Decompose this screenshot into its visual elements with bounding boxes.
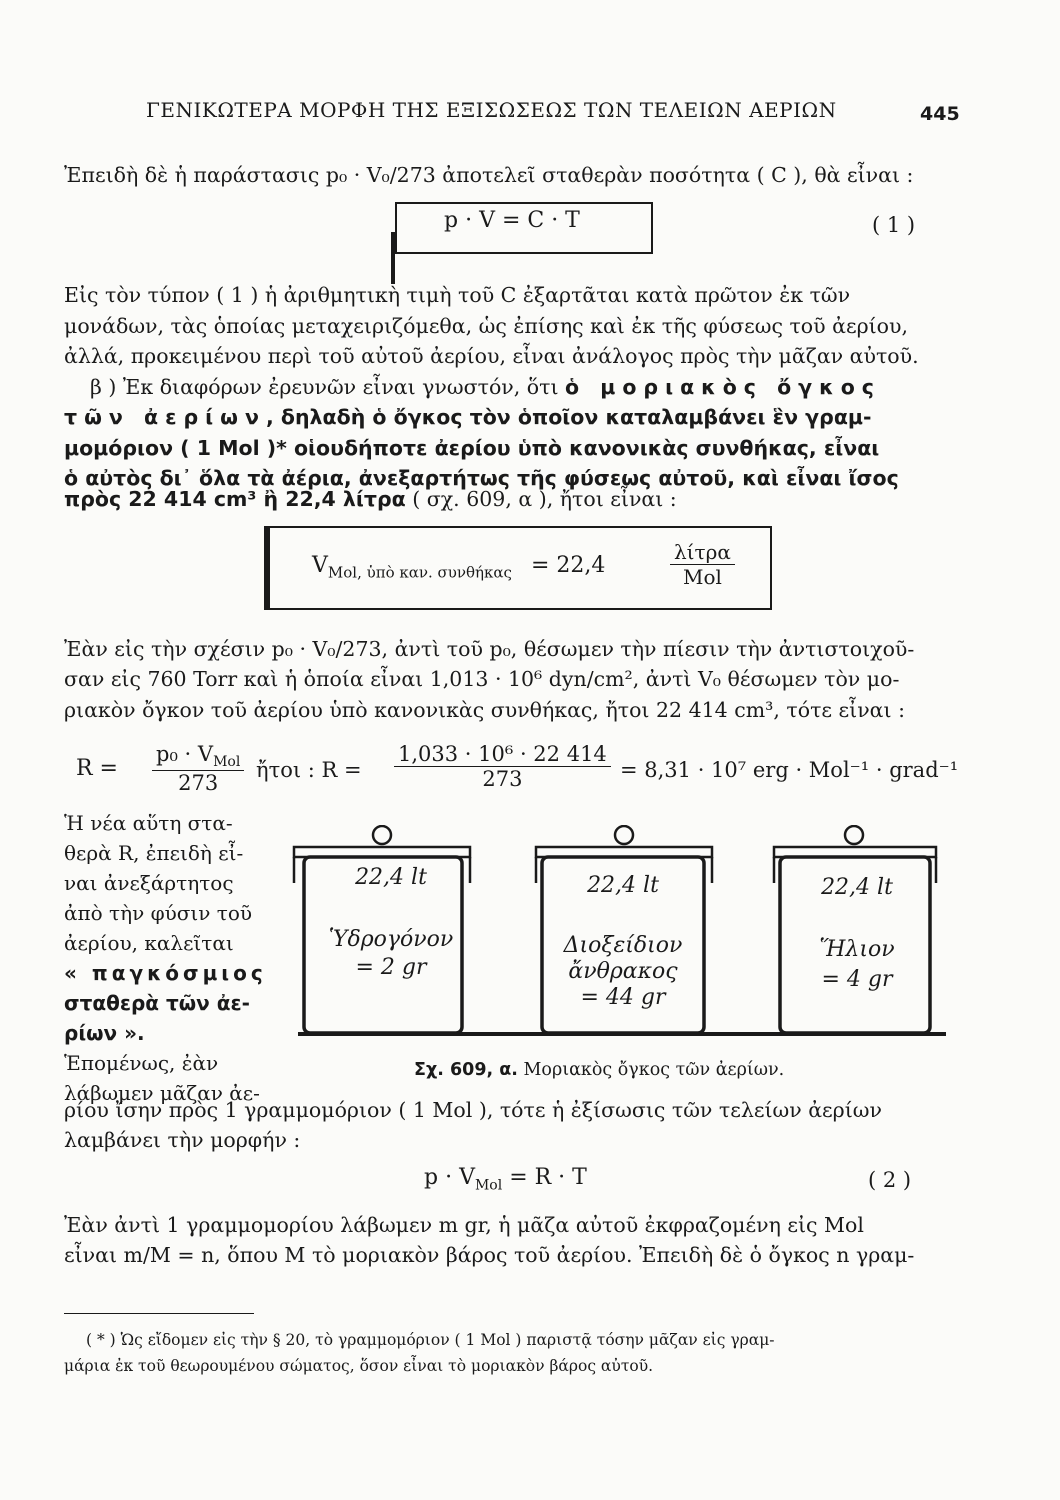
side-column [64,808,274,1108]
jar-volume: 22,4 lt [355,865,427,890]
equation-1-formula: p · V = C · T [444,208,580,233]
para2-line-3: μομόριον ( 1 Mol )* οἱουδήποτε ἀερίου ὑπὸ κανονικὰς συνθήκας, εἶναι [64,436,880,460]
eq-lhs: R = [76,756,118,781]
subscript: Mol [474,1177,503,1194]
fraction-denominator: 273 [152,770,244,795]
para1-line: ἀλλά, προκειμένου περὶ τοῦ αὐτοῦ ἀερίου, εἶναι ἀνάλογος πρὸς τὴν μᾶζαν αὐτοῦ. [64,344,919,368]
para2-line-1 [90,372,952,402]
jar-outline-icon [770,825,945,1040]
side-line: ἀπὸ τὴν φύσιν τοῦ [64,901,253,925]
litre-per-mol-fraction [670,540,735,589]
caption-text: Μοριακὸς ὄγκος τῶν ἀερίων. [517,1060,785,1080]
jar-volume: 22,4 lt [821,875,893,900]
para5-line: εἶναι m/M = n, ὅπου M τὸ μοριακὸν βάρος τοῦ ἀερίου. Ἐπειδὴ δὲ ὁ ὄγκος n γραμ- [64,1243,915,1267]
emphasis-text: τῶν ἀερίων [64,405,266,429]
fraction-denominator: Mol [670,564,735,589]
caption-label: Σχ. 609, α. [414,1060,518,1080]
fraction-denominator: 273 [394,766,611,791]
side-line: θερὰ R, ἐπειδὴ εἶ- [64,841,244,865]
running-title: ΓΕΝΙΚΩΤΕΡΑ ΜΟΡΦΗ ΤΗΣ ΕΞΙΣΩΣΕΩΣ ΤΩΝ ΤΕΛΕΙΩΝ ΑΕΡΙΩΝ [146,98,837,122]
intro-line: Ἐπειδὴ δὲ ἡ παράστασις p₀ · V₀/273 ἀποτελεῖ σταθερὰν ποσότητα ( C ), θὰ εἶναι : [64,163,914,187]
subscript: Mol, ὑπὸ καν. συνθήκας [327,563,512,582]
equation-2-number: ( 2 ) [868,1168,912,1192]
side-line: Ἑπομένως, ἐὰν [64,1051,219,1075]
jar-gas-name: Διοξείδιον [563,933,683,958]
fraction-numerator: 1,033 · 10⁶ · 22 414 [398,742,607,766]
eq-middle: ἤτοι : R = [256,758,362,782]
fraction-numerator: λίτρα [674,540,731,564]
para2-line-4: ὁ αὐτὸς δι᾽ ὅλα τὰ ἀέρια, ἀνεξαρτήτως τῆς φύσεως αὐτοῦ, καὶ εἶναι ἴσος [64,466,899,490]
jar-mass: = 4 gr [821,967,893,992]
equation-2-formula [424,1165,587,1193]
side-line: Ἡ νέα αὕτη στα- [64,811,233,835]
figure-caption [414,1060,784,1080]
para3-line: ριακὸν ὄγκον τοῦ ἀερίου ὑπὸ κανονικὰς συνθήκας, ἤτοι 22 414 cm³, τότε εἶναι : [64,698,905,722]
emphasis-line: σταθερὰ τῶν ἀε- [64,991,250,1015]
bold-text: , δηλαδὴ ὁ ὄγκος τὸν ὁποῖον καταλαμβάνει ἓν γραμ- [265,405,872,429]
para3-line: Ἐὰν εἰς τὴν σχέσιν p₀ · V₀/273, ἀντὶ τοῦ p₀, θέσωμεν τὴν πίεσιν τὴν ἀντιστοιχοῦ- [64,637,915,661]
molar-volume-lhs [312,553,605,581]
emphasis-line: « παγκόσμιος [64,961,267,985]
footnote-line: ( * ) Ὡς εἴδομεν εἰς τὴν § 20, τὸ γραμμομόριον ( 1 Mol ) παριστᾷ τόσην μᾶζαν εἰς γραμ- [86,1331,775,1349]
page-number: 445 [920,103,960,125]
para5-line: Ἐὰν ἀντὶ 1 γραμμομορίου λάβωμεν m gr, ἡ μᾶζα αὐτοῦ ἐκφραζομένη εἰς Mol [64,1213,864,1237]
jar-mass: = 44 gr [580,985,666,1010]
value: = 22,4 [530,553,606,578]
emphasis-text: ὁ μοριακὸς ὄγκος [565,375,881,399]
figure-baseline [298,1032,946,1036]
jar-gas-name-2: ἄνθρακος [568,959,678,984]
text-run: ( σχ. 609, α ), ἤτοι εἶναι : [405,487,677,511]
footnote-rule [64,1313,254,1314]
footnote-line: μάρια ἐκ τοῦ θεωρουμένου σώματος, ὅσον εἶναι τὸ μοριακὸν βάρος αὐτοῦ. [64,1357,654,1375]
para4-line: λαμβάνει τὴν μορφήν : [64,1128,301,1152]
emphasis-line: ρίων ». [64,1021,145,1045]
jar-gas-name: Ἥλιον [819,937,895,962]
bold-text: πρὸς 22 414 cm³ ἢ 22,4 λίτρα [64,487,406,511]
jar-helium [770,825,945,1040]
para4-line: ρίου ἴσην πρὸς 1 γραμμομόριον ( 1 Mol ), τότε ἡ ἐξίσωσις τῶν τελείων ἀερίων [64,1098,882,1122]
fraction-2 [394,742,611,791]
jar-mass: = 2 gr [355,955,427,980]
jar-hydrogen [290,825,480,1040]
eq-result: = 8,31 · 10⁷ erg · Mol⁻¹ · grad⁻¹ [620,758,959,782]
formula-text: = R · T [502,1165,587,1190]
fraction-1 [152,742,244,795]
jar-carbon-dioxide [532,825,722,1040]
para2-line-5 [64,484,952,514]
side-line: ναι ἀνεξάρτητος [64,871,234,895]
side-line: ἀερίου, καλεῖται [64,931,234,955]
formula-text: p · V [424,1165,475,1190]
para3-line: σαν εἰς 760 Torr καὶ ἡ ὁποία εἶναι 1,013 · 10⁶ dyn/cm², ἀντὶ V₀ θέσωμεν τὸν μο- [64,667,900,691]
equation-1-number: ( 1 ) [872,213,916,237]
para1-line: Εἰς τὸν τύπον ( 1 ) ἡ ἀριθμητικὴ τιμὴ τοῦ C ἐξαρτᾶται κατὰ πρῶτον ἐκ τῶν [64,283,851,307]
subscript: Mol [213,754,241,771]
jar-volume: 22,4 lt [587,873,659,898]
para1-line: μονάδων, τὰς ὁποίας μεταχειριζόμεθα, ὡς ἐπίσης καὶ ἐκ τῆς φύσεως τοῦ ἀερίου, [64,314,908,338]
side-line: λάβωμεν μᾶζαν ἀε- [64,1081,260,1105]
fraction-numerator [152,742,244,770]
text-run: β ) Ἐκ διαφόρων ἐρευνῶν εἶναι γνωστόν, ὅτι [90,375,566,399]
symbol-v: V [312,553,328,578]
para2-line-2 [64,402,952,432]
jar-gas-name: Ὑδρογόνον [328,927,454,952]
molar-volume-box [264,526,772,610]
num-text: p₀ · V [156,742,214,766]
